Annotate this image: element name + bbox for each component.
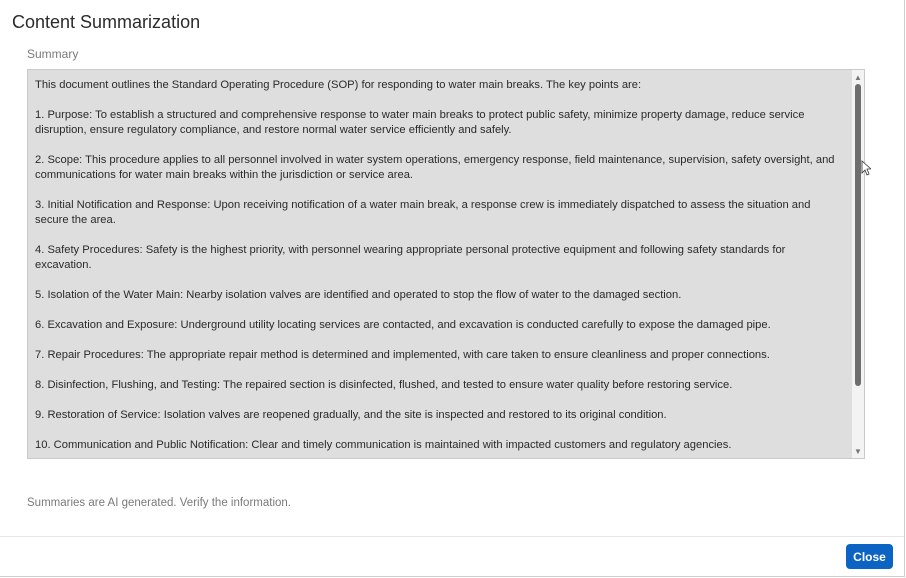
summary-label: Summary	[27, 47, 79, 61]
summary-text-content[interactable]	[28, 70, 852, 458]
summary-paragraph: 8. Disinfection, Flushing, and Testing: The repaired section is disinfected, flushed, and tested to ensure water quality before restoring service.	[35, 379, 733, 391]
summary-paragraph: 7. Repair Procedures: The appropriate repair method is determined and implemented, with care taken to ensure cleanliness and proper connections.	[35, 349, 770, 361]
summary-paragraph: 5. Isolation of the Water Main: Nearby isolation valves are identified and operated to stop the flow of water to the damaged section.	[35, 289, 682, 301]
scroll-down-arrow-icon[interactable]: ▼	[854, 446, 862, 456]
close-button[interactable]: Close	[846, 544, 893, 569]
scroll-up-arrow-icon[interactable]: ▲	[854, 72, 862, 82]
summary-scrollbar[interactable]	[852, 70, 864, 458]
summary-paragraph: 4. Safety Procedures: Safety is the highest priority, with personnel wearing appropriate personal protective equipment and following safety standards for excavation.	[35, 244, 786, 271]
summary-textarea[interactable]	[27, 69, 865, 459]
summary-paragraph: 2. Scope: This procedure applies to all personnel involved in water system operations, emergency response, field maintenance, supervision, safety oversight, and communications for water main breaks within the jurisdiction or service area.	[35, 154, 835, 181]
summary-paragraph: 10. Communication and Public Notification: Clear and timely communication is maintained with impacted customers and regulatory agencies.	[35, 439, 732, 451]
mouse-pointer-icon	[861, 160, 871, 176]
scrollbar-thumb[interactable]	[855, 84, 861, 386]
dialog-title: Content Summarization	[12, 12, 201, 32]
ai-disclaimer-text: Summaries are AI generated. Verify the information.	[27, 497, 291, 509]
summary-paragraph: 6. Excavation and Exposure: Underground utility locating services are contacted, and excavation is conducted carefully to expose the damaged pipe.	[35, 319, 771, 331]
summary-paragraph: 1. Purpose: To establish a structured and comprehensive response to water main breaks to protect public safety, minimize property damage, reduce service disruption, ensure regulatory compliance, and restore normal water service efficiently and safely.	[35, 109, 805, 136]
summary-paragraph: 3. Initial Notification and Response: Upon receiving notification of a water main break, a response crew is immediately dispatched to assess the situation and secure the area.	[35, 199, 811, 226]
summary-paragraph: This document outlines the Standard Operating Procedure (SOP) for responding to water main breaks. The key points are:	[35, 79, 642, 91]
footer-divider	[0, 536, 904, 537]
summary-paragraph: 9. Restoration of Service: Isolation valves are reopened gradually, and the site is inspected and restored to its original condition.	[35, 409, 667, 421]
